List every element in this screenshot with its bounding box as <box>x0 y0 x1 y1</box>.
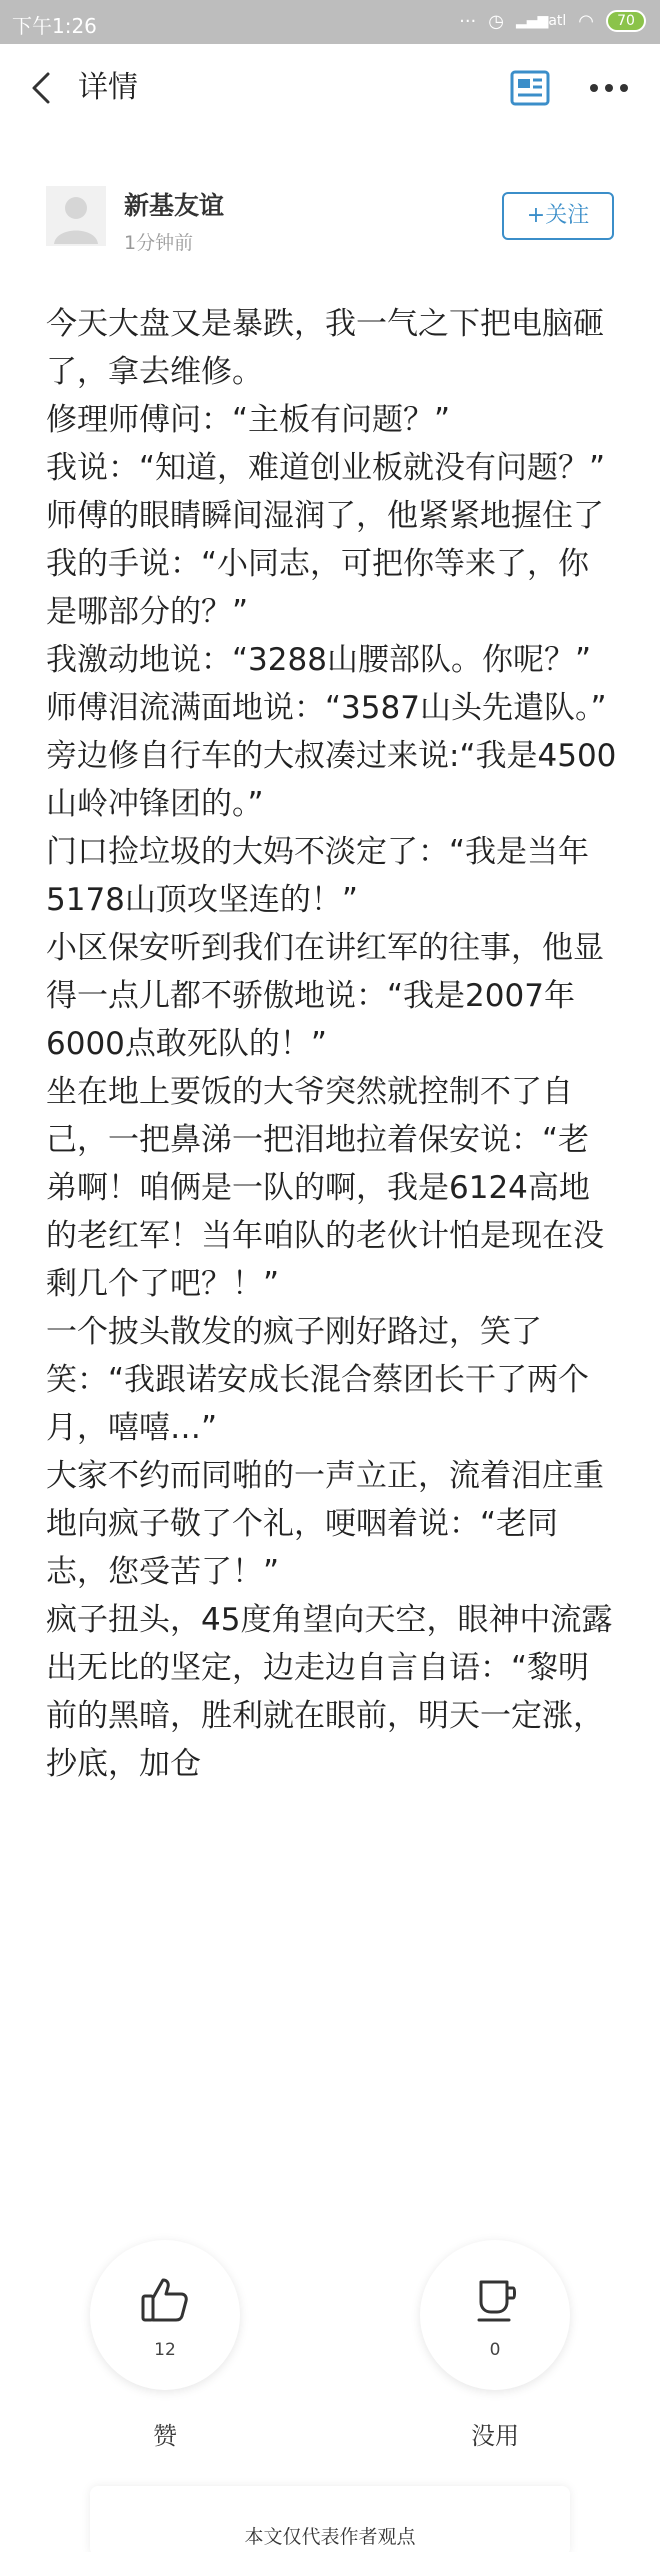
more-dots-icon: ··· <box>459 10 477 32</box>
article-paragraph: 我说：“知道，难道创业板就没有问题？” <box>46 450 606 486</box>
article-paragraph: 门口捡垃圾的大妈不淡定了：“我是当年5178山顶攻坚连的！” <box>46 834 590 918</box>
more-dots-icon[interactable] <box>584 70 634 106</box>
cup-icon <box>467 2272 523 2328</box>
status-bar <box>0 0 660 44</box>
follow-button[interactable]: +关注 <box>502 192 614 240</box>
signal-label: atl <box>548 13 567 29</box>
useless-vote <box>420 2240 570 2451</box>
like-vote <box>90 2240 240 2451</box>
article-paragraph: 一个披头散发的疯子刚好路过，笑了笑：“我跟诺安成长混合蔡团长干了两个月，嘻嘻…” <box>46 1314 590 1446</box>
author-name[interactable]: 新基友谊 <box>124 191 225 220</box>
back-arrow-icon[interactable] <box>22 68 62 108</box>
avatar-icon[interactable] <box>46 186 106 246</box>
author-block <box>0 180 660 260</box>
article-paragraph: 师傅泪流满面地说：“3587山头先遣队。” <box>46 690 607 726</box>
like-label: 赞 <box>153 2422 177 2450</box>
article-paragraph: 修理师傅问：“主板有问题？” <box>46 402 451 438</box>
status-icons <box>459 10 646 32</box>
article-paragraph: 今天大盘又是暴跌，我一气之下把电脑砸了，拿去维修。 <box>46 306 604 390</box>
useless-label: 没用 <box>471 2422 519 2450</box>
useless-count: 0 <box>489 2340 501 2360</box>
alarm-icon: ◷ <box>488 10 504 32</box>
like-count: 12 <box>154 2340 176 2360</box>
thumbs-up-icon <box>137 2272 193 2328</box>
article-paragraph: 旁边修自行车的大叔凑过来说:“我是4500山岭冲锋团的。” <box>46 738 617 822</box>
disclaimer-text: 本文仅代表作者观点 <box>244 2526 416 2548</box>
article-paragraph: 大家不约而同啪的一声立正，流着泪庄重地向疯子敬了个礼，哽咽着说：“老同志，您受苦了！” <box>46 1458 604 1590</box>
status-time: 下午1:26 <box>12 14 97 38</box>
signal-icon: ▂▄▆atl <box>516 13 567 29</box>
article-paragraph: 疯子扭头，45度角望向天空，眼神中流露出无比的坚定，边走边自言自语：“黎明前的黑暗，胜利就在眼前，明天一定涨，抄底，加仓 <box>46 1602 613 1782</box>
useless-button[interactable] <box>420 2240 570 2390</box>
article-body <box>46 300 620 1788</box>
nav-bar <box>0 44 660 132</box>
disclaimer-box <box>90 2486 570 2552</box>
document-icon[interactable] <box>508 66 552 110</box>
wifi-icon: ◠ <box>578 10 594 32</box>
article-paragraph: 坐在地上要饭的大爷突然就控制不了自己，一把鼻涕一把泪地拉着保安说：“老弟啊！咱俩是一队的啊，我是6124高地的老红军！当年咱队的老伙计怕是现在没剩几个了吧？！” <box>46 1074 604 1302</box>
article-paragraph: 小区保安听到我们在讲红军的往事，他显得一点儿都不骄傲地说：“我是2007年6000点敢死队的！” <box>46 930 604 1062</box>
battery-icon: 70 <box>606 10 646 32</box>
article-paragraph: 师傅的眼睛瞬间湿润了，他紧紧地握住了我的手说：“小同志，可把你等来了，你是哪部分的？” <box>46 498 604 630</box>
article-paragraph: 我激动地说：“3288山腰部队。你呢？” <box>46 642 592 678</box>
like-button[interactable] <box>90 2240 240 2390</box>
page-title: 详情 <box>78 70 138 105</box>
post-time: 1分钟前 <box>124 232 194 254</box>
